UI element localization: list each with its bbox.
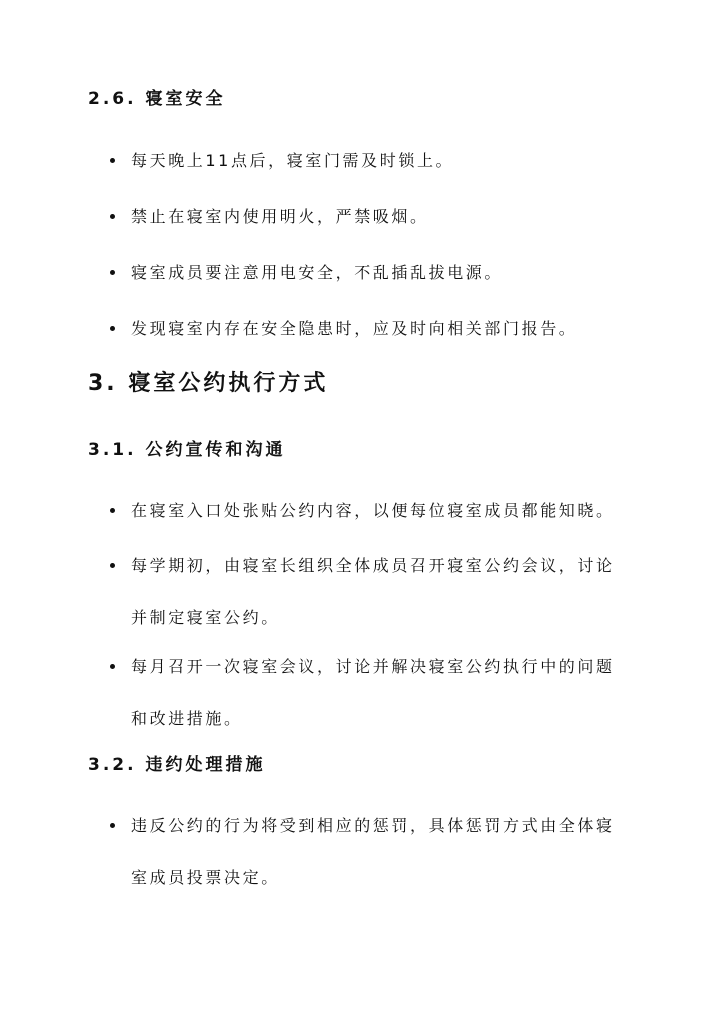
list-item-text-continuation: 室成员投票决定。	[131, 868, 280, 887]
list-item-text: 每天晚上11点后，寝室门需及时锁上。	[131, 151, 455, 170]
bullet-icon	[110, 270, 115, 275]
list-item-text: 每月召开一次寝室会议，讨论并解决寝室公约执行中的问题	[131, 657, 615, 676]
list-item-text: 寝室成员要注意用电安全，不乱插乱拔电源。	[131, 263, 504, 282]
bullet-icon	[110, 823, 115, 828]
list-item-text-continuation: 和改进措施。	[131, 709, 243, 728]
bullet-icon	[110, 326, 115, 331]
list-item-text: 违反公约的行为将受到相应的惩罚，具体惩罚方式由全体寝	[131, 816, 615, 835]
bullet-icon	[110, 664, 115, 669]
list-item-text: 每学期初，由寝室长组织全体成员召开寝室公约会议，讨论	[131, 556, 615, 575]
list-item-text: 发现寝室内存在安全隐患时，应及时向相关部门报告。	[131, 319, 578, 338]
section-heading-3: 3. 寝室公约执行方式	[88, 371, 329, 396]
bullet-icon	[110, 158, 115, 163]
bullet-icon	[110, 214, 115, 219]
section-heading-3-2: 3.2. 违约处理措施	[88, 755, 266, 775]
bullet-icon	[110, 508, 115, 513]
list-item-text: 禁止在寝室内使用明火，严禁吸烟。	[131, 207, 429, 226]
section-heading-3-1: 3.1. 公约宣传和沟通	[88, 440, 286, 460]
bullet-icon	[110, 563, 115, 568]
list-item-text: 在寝室入口处张贴公约内容，以便每位寝室成员都能知晓。	[131, 501, 615, 520]
list-item-text-continuation: 并制定寝室公约。	[131, 608, 280, 627]
section-heading-2-6: 2.6. 寝室安全	[88, 89, 226, 109]
